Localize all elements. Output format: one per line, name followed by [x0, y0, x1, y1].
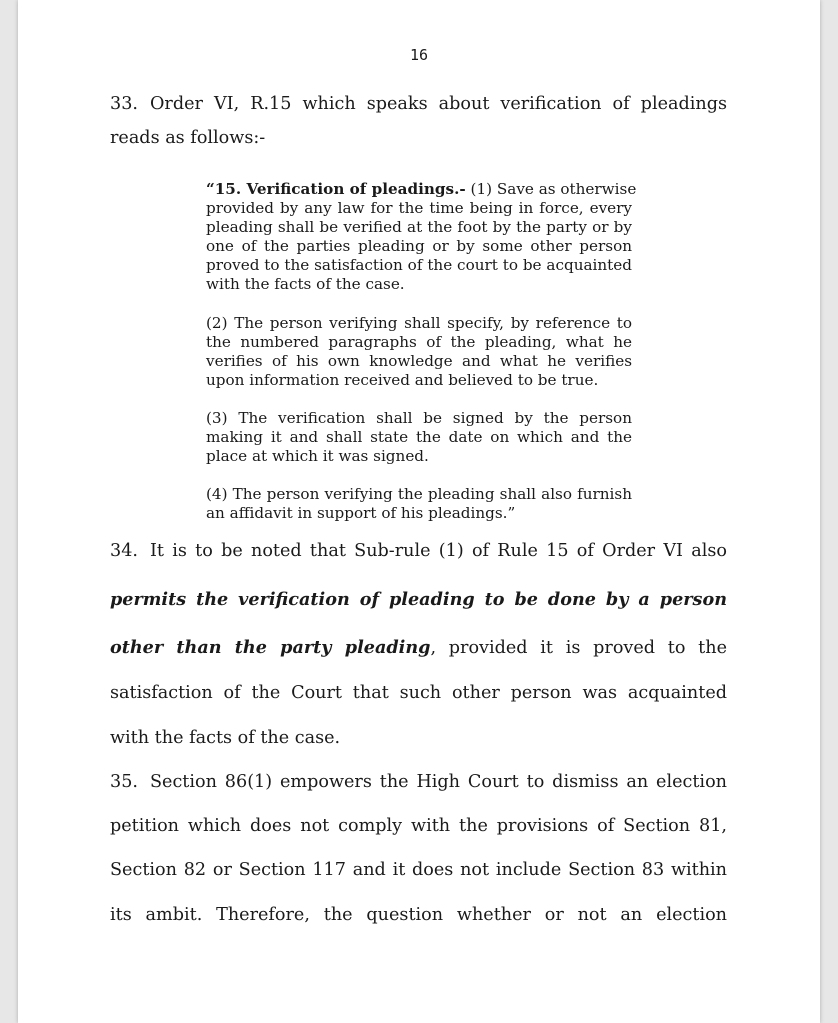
paragraph-text: , provided it is proved to the — [430, 638, 727, 658]
emphasized-text: other than the party pleading — [110, 637, 431, 658]
paragraph-number: 33. — [110, 94, 138, 114]
paragraph-34-line-5: with the facts of the case. — [110, 728, 341, 748]
quote-line — [206, 180, 637, 199]
paragraph-35-line-2: petition which does not comply with the provisions of Section 81, — [110, 816, 727, 836]
block-quote-p3 — [206, 409, 632, 466]
quote-line: with the facts of the case. — [206, 275, 405, 293]
quote-line: (4) The person verifying the pleading shall also furnish — [206, 485, 632, 503]
document-page — [18, 0, 820, 1023]
quote-line: making it and shall state the date on which and the — [206, 428, 632, 446]
paragraph-text: Section 86(1) empowers the High Court to dismiss an election — [149, 772, 727, 792]
paragraph-34-line-1 — [110, 541, 727, 561]
quote-line: upon information received and believed to be true. — [206, 371, 599, 389]
paragraph-34-line-2: permits the verification of pleading to be done by a person — [110, 589, 727, 610]
paragraph-text: Order VI, R.15 which speaks about verification of pleadings — [149, 94, 727, 114]
block-quote-p2 — [206, 314, 632, 390]
paragraph-35-line-4: its ambit. Therefore, the question whether or not an election — [110, 905, 727, 925]
quote-line: pleading shall be verified at the foot by the party or by — [206, 218, 632, 236]
quote-line: place at which it was signed. — [206, 447, 429, 465]
quote-text: (1) Save as otherwise — [470, 180, 637, 198]
paragraph-text: It is to be noted that Sub-rule (1) of Rule 15 of Order VI also — [149, 541, 727, 561]
paragraph-33-line-2: reads as follows:- — [110, 128, 266, 148]
paragraph-number: 35. — [110, 772, 138, 792]
quote-line: one of the parties pleading or by some other person — [206, 237, 632, 255]
page-number: 16 — [409, 46, 429, 64]
quote-line: an affidavit in support of his pleadings.” — [206, 504, 516, 522]
quote-line: (3) The verification shall be signed by the person — [206, 409, 632, 427]
block-quote-p4 — [206, 485, 632, 523]
quote-line: proved to the satisfaction of the court to be acquainted — [206, 256, 632, 274]
quote-line: the numbered paragraphs of the pleading, what he — [206, 333, 632, 351]
paragraph-34-line-3 — [110, 637, 727, 658]
quote-line: verifies of his own knowledge and what he verifies — [206, 352, 632, 370]
paragraph-35-line-1 — [110, 772, 727, 792]
quote-heading: “15. Verification of pleadings.- — [206, 180, 466, 198]
quote-line: (2) The person verifying shall specify, by reference to — [206, 314, 632, 332]
paragraph-34-line-4: satisfaction of the Court that such other person was acquainted — [110, 683, 727, 703]
paragraph-35-line-3: Section 82 or Section 117 and it does not include Section 83 within — [110, 860, 727, 880]
paragraph-number: 34. — [110, 541, 138, 561]
paragraph-33-line-1 — [110, 94, 727, 114]
block-quote-p1 — [206, 180, 637, 294]
quote-line: provided by any law for the time being in force, every — [206, 199, 632, 217]
